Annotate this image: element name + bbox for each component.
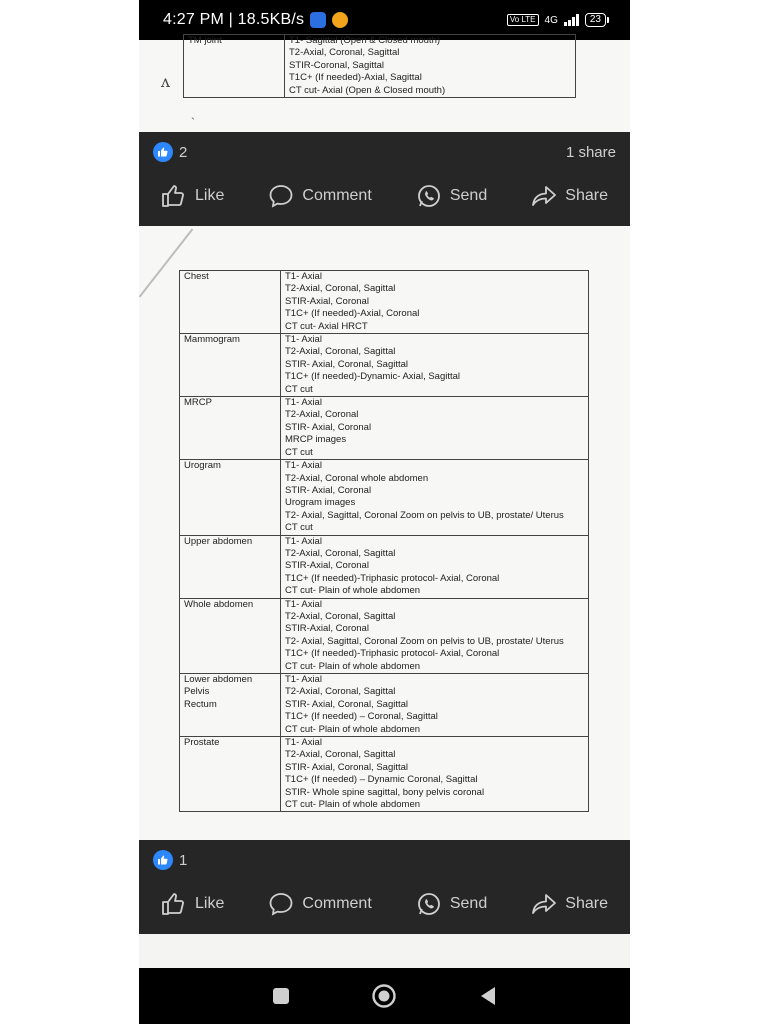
reaction-stats-2: [139, 840, 630, 880]
whatsapp-icon: [416, 183, 442, 209]
thumbs-up-outline-icon: [161, 184, 187, 208]
share-arrow-icon: [531, 184, 557, 208]
sequence-cell: [281, 674, 589, 737]
network-type: 4G: [544, 14, 558, 26]
sequence-line: T2-Axial, Coronal, Sagittal: [285, 283, 396, 295]
body-region-label: Upper abdomen: [184, 535, 253, 547]
sequence-line: STIR- Axial, Coronal: [285, 484, 372, 496]
sequence-line: CT cut: [285, 522, 313, 534]
sequence-line: T1- Axial: [285, 397, 322, 409]
body-region-cell: [184, 35, 285, 98]
post-actions-2: [139, 840, 630, 934]
sequence-line: CT cut: [285, 383, 313, 395]
sequence-cell: [281, 535, 589, 598]
protocol-table-1: [183, 34, 576, 98]
thumbs-up-icon[interactable]: [153, 850, 173, 870]
share-label: Share: [565, 187, 608, 204]
body-region-label: Whole abdomen: [184, 598, 254, 610]
sequence-line: T2-Axial, Coronal, Sagittal: [285, 686, 396, 698]
sequence-line: T1C+ (If needed) – Coronal, Sagittal: [285, 711, 438, 723]
body-region-label: Prostate: [184, 737, 220, 749]
sequence-line: STIR-Axial, Coronal: [285, 560, 369, 572]
status-time: 4:27 PM | 18.5KB/s: [163, 11, 305, 28]
sequence-line: T1- Axial: [285, 674, 322, 685]
feed-gap: [139, 934, 630, 968]
messenger-notification-icon: [310, 12, 326, 28]
sequence-line: T1C+ (If needed)-Axial, Sagittal: [289, 72, 422, 84]
action-row-2: [139, 880, 630, 928]
sequence-line: T1- Axial: [285, 271, 322, 282]
sequence-line: T1- Axial: [285, 535, 322, 547]
body-region-label: TM joint: [188, 35, 222, 46]
sequence-line: STIR-Axial, Coronal: [285, 623, 369, 635]
speech-bubble-icon: [268, 892, 294, 916]
sequence-line: T1C+ (If needed)-Triphasic protocol- Axial, Coronal: [285, 648, 500, 660]
sequence-line: MRCP images: [285, 434, 347, 446]
sequence-line: T2-Axial, Coronal, Sagittal: [285, 610, 396, 622]
table-row: [180, 271, 589, 334]
like-label: Like: [195, 895, 225, 912]
like-button[interactable]: [161, 892, 224, 916]
send-button[interactable]: [416, 183, 487, 209]
sequence-line: CT cut- Plain of whole abdomen: [285, 585, 421, 597]
comment-button[interactable]: [268, 892, 371, 916]
home-button[interactable]: [370, 982, 398, 1010]
body-region-cell: [180, 334, 281, 397]
sequence-line: T1C+ (If needed)-Dynamic- Axial, Sagittal: [285, 371, 461, 383]
thumbs-up-outline-icon: [161, 892, 187, 916]
sequence-cell: [281, 271, 589, 334]
sequence-line: T1- Axial: [285, 460, 322, 472]
phone-screen: [139, 0, 630, 1024]
circle-icon: [371, 983, 397, 1009]
like-count[interactable]: 1: [179, 851, 188, 869]
sequence-line: CT cut- Plain of whole abdomen: [285, 799, 421, 811]
sequence-line: CT cut- Plain of whole abdomen: [285, 660, 421, 672]
share-button[interactable]: [531, 184, 608, 208]
sequence-line: STIR-Coronal, Sagittal: [289, 59, 385, 71]
thumbs-up-icon[interactable]: [153, 142, 173, 162]
sequence-line: CT cut- Axial HRCT: [285, 320, 368, 332]
sequence-line: T2-Axial, Coronal, Sagittal: [289, 47, 400, 59]
sequence-line: STIR- Axial, Coronal, Sagittal: [285, 358, 409, 370]
sequence-line: T2- Axial, Sagittal, Coronal Zoom on pelvis to UB, prostate/ Uterus: [285, 635, 564, 647]
sequence-cell: [281, 737, 589, 812]
table-row: [180, 460, 589, 535]
sequence-line: STIR- Axial, Coronal, Sagittal: [285, 761, 409, 773]
handwritten-mark: ʌ: [161, 72, 171, 91]
app-notification-icon: [332, 12, 348, 28]
body-region-cell: [180, 674, 281, 737]
handwritten-tick: ˎ: [191, 106, 195, 120]
post-image-2[interactable]: [139, 226, 630, 840]
sequence-cell: [281, 334, 589, 397]
sequence-line: T2-Axial, Coronal, Sagittal: [285, 547, 396, 559]
whatsapp-icon: [416, 891, 442, 917]
comment-label: Comment: [302, 895, 372, 912]
body-region-cell: [180, 460, 281, 535]
sequence-cell: [281, 460, 589, 535]
sequence-line: STIR- Axial, Coronal, Sagittal: [285, 698, 409, 710]
like-label: Like: [195, 187, 225, 204]
share-count[interactable]: 1 share: [565, 143, 616, 161]
share-arrow-icon: [531, 892, 557, 916]
signal-icon: [564, 14, 579, 26]
body-region-label: Rectum: [184, 698, 217, 710]
sequence-line: STIR- Whole spine sagittal, bony pelvis coronal: [285, 786, 485, 798]
share-button[interactable]: [531, 892, 608, 916]
body-region-cell: [180, 397, 281, 460]
sequence-line: T2-Axial, Coronal whole abdomen: [285, 472, 429, 484]
sequence-line: T2-Axial, Coronal, Sagittal: [285, 346, 396, 358]
comment-button[interactable]: [268, 184, 371, 208]
battery-level: 23: [589, 14, 601, 25]
post-actions-1: [139, 132, 630, 226]
table-row: [180, 535, 589, 598]
table-row: [184, 35, 576, 98]
recents-button[interactable]: [267, 982, 295, 1010]
sequence-line: T1C+ (If needed)-Axial, Coronal: [285, 308, 420, 320]
volte-icon: Vo LTE: [507, 14, 539, 26]
sequence-line: CT cut- Plain of whole abdomen: [285, 723, 421, 735]
status-indicators: [507, 13, 606, 27]
battery-icon: [585, 13, 606, 27]
sequence-cell: [281, 598, 589, 673]
sequence-cell: [285, 35, 576, 98]
sequence-line: Urogram images: [285, 497, 356, 509]
sequence-line: T1- Axial: [285, 737, 322, 749]
speech-bubble-icon: [268, 184, 294, 208]
body-region-label: Chest: [184, 271, 209, 282]
square-icon: [272, 987, 290, 1005]
reaction-stats-1: [139, 132, 630, 172]
table-row: [180, 674, 589, 737]
sequence-line: T2-Axial, Coronal, Sagittal: [285, 749, 396, 761]
body-region-cell: [180, 598, 281, 673]
body-region-cell: [180, 271, 281, 334]
body-region-label: MRCP: [184, 397, 212, 409]
post-image-1[interactable]: [139, 35, 630, 132]
back-button[interactable]: [474, 982, 502, 1010]
triangle-back-icon: [479, 986, 497, 1006]
sequence-line: STIR- Axial, Coronal: [285, 421, 372, 433]
send-label: Send: [449, 895, 488, 912]
sequence-line: T1- Axial: [285, 598, 322, 610]
table-row: [180, 737, 589, 812]
sequence-cell: [281, 397, 589, 460]
body-region-label: Urogram: [184, 460, 221, 472]
sequence-line: T1C+ (If needed) – Dynamic Coronal, Sagittal: [285, 774, 478, 786]
send-label: Send: [449, 187, 488, 204]
sequence-line: T2-Axial, Coronal: [285, 409, 359, 421]
body-region-cell: [180, 535, 281, 598]
action-row-1: [139, 172, 630, 220]
send-button[interactable]: [416, 891, 487, 917]
sequence-line: T1- Axial: [285, 334, 322, 346]
table-row: [180, 598, 589, 673]
sequence-line: T2- Axial, Sagittal, Coronal Zoom on pelvis to UB, prostate/ Uterus: [285, 509, 564, 521]
share-label: Share: [565, 895, 608, 912]
sequence-line: T1C+ (If needed)-Triphasic protocol- Axial, Coronal: [285, 572, 500, 584]
navigation-bar: [139, 968, 630, 1024]
comment-label: Comment: [302, 187, 372, 204]
like-button[interactable]: [161, 184, 224, 208]
body-region-label: Mammogram: [184, 334, 240, 346]
table-row: [180, 334, 589, 397]
body-region-label: Lower abdomen: [184, 674, 253, 685]
like-count[interactable]: 2: [179, 143, 188, 161]
table-row: [180, 397, 589, 460]
sequence-line: CT cut- Axial (Open & Closed mouth): [289, 84, 446, 96]
body-region-cell: [180, 737, 281, 812]
sequence-line: CT cut: [285, 446, 313, 458]
body-region-label: Pelvis: [184, 686, 210, 698]
protocol-table-2: [179, 270, 589, 812]
sequence-line: STIR-Axial, Coronal: [285, 295, 369, 307]
sequence-line: T1- Sagittal (Open & Closed mouth): [289, 35, 441, 46]
